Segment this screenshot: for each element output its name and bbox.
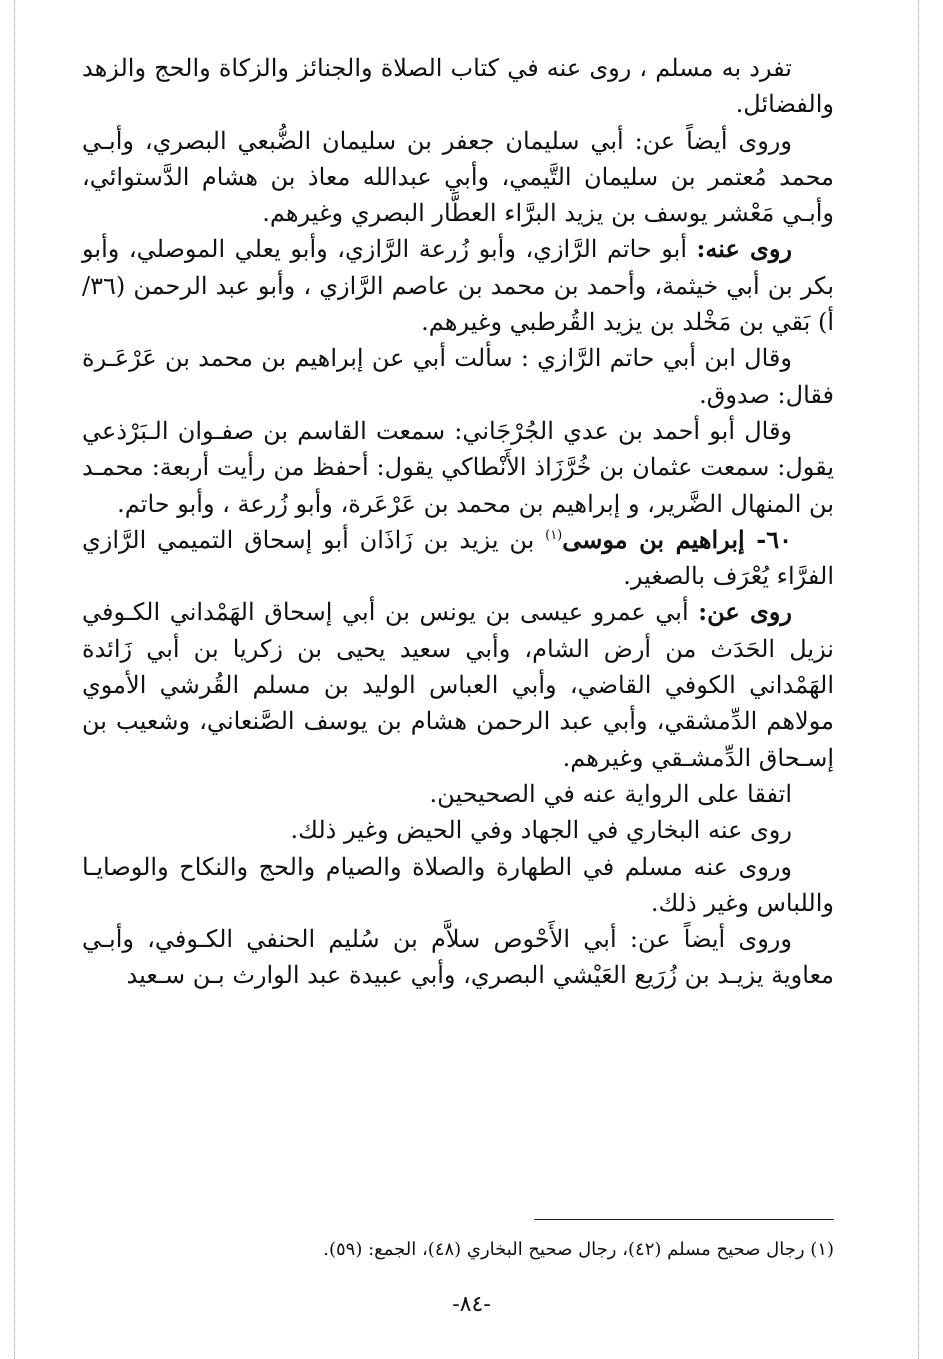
- entry-heading: ٦٠- إبراهيم بن موسى: [562, 524, 792, 554]
- section-label: روى عن:: [698, 597, 792, 627]
- scan-margin-line: [918, 0, 919, 1359]
- paragraph-text: أبي عمرو عيسى بن يونس بن أبي إسحاق الهَمْداني الكـوفي نزيل الحَدَث من أرض الشام، وأبي سعيد يحيى بن زكريا بن أبي زَائدة الهَمْداني الكوفي القاضي، وأبي العباس الوليد بن مسلم القُرشي الأموي مولاهم الدِّمشقي، وأبي عبد الرحمن هشام بن يوسف الصَّنعاني، وشعيب بن إسـحاق الدِّمشـقي وغيرهم.: [82, 598, 834, 772]
- footnote-separator: [534, 1219, 834, 1220]
- footnote-ref: (١): [545, 527, 563, 543]
- paragraph: وروى أيضاً عن: أبي سليمان جعفر بن سليمان الضُّبعي البصري، وأبـي محمد مُعتمر بن سليمان التَّيمي، وأبي عبدالله معاذ بن هشام الدَّستوائي، وأبـي مَعْشر يوسف بن يزيد البرَّاء العطَّار البصري وغيرهم.: [82, 126, 834, 228]
- paragraph: روى عنه البخاري في الجهاد وفي الحيض وغير ذلك.: [290, 816, 792, 845]
- paragraph: وقال أبو أحمد بن عدي الجُرْجَاني: سمعت القاسم بن صفـوان الـبَرْذعي يقول: سمعت عثمان بن خُرَّزَاذ الأَنْطاكي يقول: أحفظ من رأيت أربعة: محمـد بن المنهال الضَّرير، و إبراهيم بن محمد بن عَرْعَرة، وأبو زُرعة ، وأبو حاتم.: [82, 416, 835, 518]
- paragraph-text: أبو حاتم الرَّازي، وأبو زُرعة الرَّازي، وأبو يعلي الموصلي، وأبو بكر بن أبي خيثمة، وأحمد بن محمد بن عاصم الرَّازي ، وأبو عبد الرحمن (٣٦/أ) بَقي بن مَخْلد بن يزيد القُرطبي وغيرهم.: [82, 235, 834, 337]
- page-number: -٨٤-: [452, 1292, 491, 1317]
- paragraph: [82, 594, 834, 775]
- main-text: [82, 50, 834, 994]
- paragraph: وروى عنه مسلم في الطهارة والصلاة والصيام والحج والنكاح والوصايـا واللباس وغير ذلك.: [82, 852, 834, 917]
- scan-margin-line: [14, 0, 15, 1359]
- section-label: روى عنه:: [696, 234, 792, 264]
- paragraph: وقال ابن أبي حاتم الرَّازي : سألت أبي عن إبراهيم بن محمد بن عَرْعَـرة فقال: صدوق.: [82, 344, 834, 409]
- paragraph-text: بن يزيد بن زَاذَان أبو إسحاق التميمي الرَّازي الفرَّاء يُعْرَف بالصغير.: [82, 525, 834, 591]
- paragraph: [82, 231, 834, 340]
- paragraph: [82, 522, 834, 595]
- paragraph: وروى أيضاً عن: أبي الأَحْوص سلاَّم بن سُليم الحنفي الكـوفي، وأبـي معاوية يزيـد بن زُرَيع العَيْشي البصري، وأبي عبيدة عبد الوارث بـن سـعيد: [82, 925, 834, 990]
- footnote: (١) رجال صحيح مسلم (٤٢)، رجال صحيح البخاري (٤٨)، الجمع: (٥٩).: [323, 1239, 834, 1260]
- paragraph: تفرد به مسلم ، روى عنه في كتاب الصلاة والجنائز والزكاة والحج والزهد والفضائل.: [82, 54, 834, 119]
- paragraph: اتفقا على الرواية عنه في الصحيحين.: [429, 779, 792, 808]
